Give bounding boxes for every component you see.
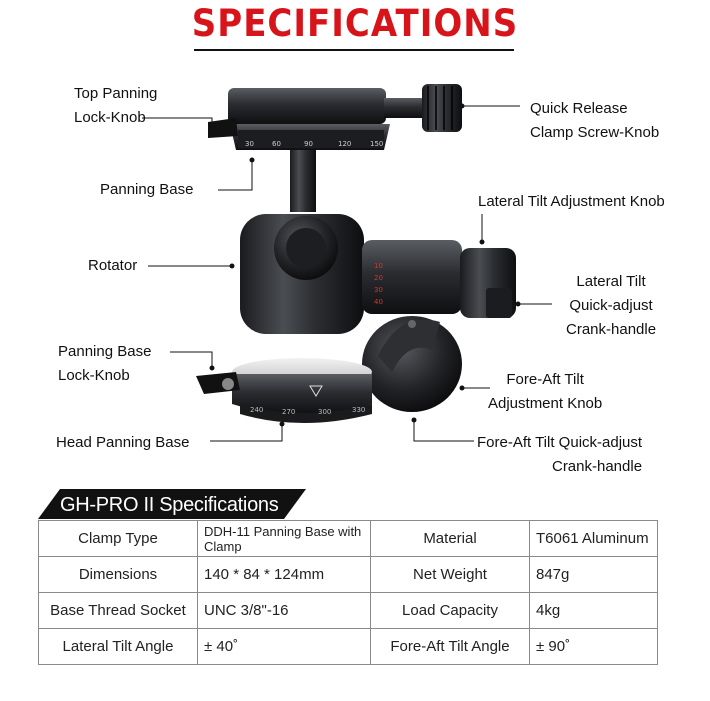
label-top-panning-lock-knob: [74, 82, 157, 130]
table-row: [39, 593, 658, 629]
spec-value: ± 40˚: [198, 629, 371, 665]
bottom-scale-tick: 300: [318, 408, 332, 416]
side-scale-tick: 40: [374, 298, 383, 306]
label-line: Top Panning: [74, 85, 158, 102]
spec-key: Fore-Aft Tilt Angle: [371, 629, 530, 665]
side-scale-tick: 30: [374, 286, 383, 294]
spec-value: 847g: [530, 557, 658, 593]
top-clamp: [228, 88, 386, 124]
label-rotator: Rotator: [88, 257, 138, 274]
label-panning-base: Panning Base: [100, 181, 194, 198]
side-scale-tick: 20: [374, 274, 383, 282]
label-line: Quick-adjust: [569, 297, 653, 314]
label-line: Quick Release: [530, 100, 628, 117]
label-lateral-tilt-crank: [566, 270, 656, 342]
page-title: SPECIFICATIONS: [191, 2, 519, 46]
leader-panning-base-lock: [170, 352, 212, 368]
bottom-scale-tick: 270: [282, 408, 296, 416]
spec-value: UNC 3/8"-16: [198, 593, 371, 629]
leader-fore-aft-crank: [414, 420, 474, 441]
spec-key: Load Capacity: [371, 593, 530, 629]
label-panning-base-lock-knob: [58, 340, 151, 388]
spec-key: Clamp Type: [39, 521, 198, 557]
label-line: Clamp Screw-Knob: [530, 124, 660, 141]
side-scale-tick: 10: [374, 262, 383, 270]
top-scale-tick: 60: [272, 140, 281, 148]
spec-value: 140 * 84 * 124mm: [198, 557, 371, 593]
label-quick-release-knob: [530, 97, 659, 145]
spec-value: 4kg: [530, 593, 658, 629]
label-line: Crank-handle: [551, 458, 643, 475]
label-line: Lateral Tilt: [576, 273, 646, 290]
label-line: Crank-handle: [566, 321, 657, 338]
label-line: Lock-Knob: [58, 367, 130, 384]
spec-key: Material: [371, 521, 530, 557]
lateral-crank-handle: [486, 288, 512, 318]
bottom-scale-tick: 240: [250, 406, 264, 414]
spec-key: Dimensions: [39, 557, 198, 593]
label-line: Fore-Aft Tilt: [506, 371, 584, 388]
top-scale-tick: 90: [304, 140, 313, 148]
label-lateral-tilt-adjustment-knob: Lateral Tilt Adjustment Knob: [478, 193, 665, 210]
spec-key: Lateral Tilt Angle: [39, 629, 198, 665]
leader-head-panning-base: [210, 424, 282, 441]
top-scale-tick: 150: [370, 140, 384, 148]
spec-value: DDH-11 Panning Base with Clamp: [198, 521, 371, 557]
panning-base-stem: [290, 150, 316, 212]
leader-panning-base: [218, 160, 252, 190]
label-fore-aft-tilt-knob: [488, 368, 602, 416]
label-line: Adjustment Knob: [488, 395, 603, 412]
bottom-scale-tick: 330: [352, 406, 366, 414]
spec-value: ± 90˚: [530, 629, 658, 665]
top-scale-tick: 120: [338, 140, 352, 148]
label-line: Fore-Aft Tilt Quick-adjust: [477, 434, 643, 451]
spec-key: Base Thread Socket: [39, 593, 198, 629]
quick-release-stem: [384, 98, 424, 118]
spec-table: [38, 520, 658, 665]
spec-key: Net Weight: [371, 557, 530, 593]
table-row: [39, 629, 658, 665]
label-fore-aft-tilt-crank: [477, 431, 642, 479]
label-head-panning-base: Head Panning Base: [56, 434, 190, 451]
label-line: Lock-Knob: [74, 109, 146, 126]
label-line: Panning Base: [58, 343, 152, 360]
spec-title: GH-PRO II Specifications: [60, 494, 279, 516]
table-row: [39, 557, 658, 593]
table-row: [39, 521, 658, 557]
top-scale-tick: 30: [245, 140, 254, 148]
spec-value: T6061 Aluminum: [530, 521, 658, 557]
